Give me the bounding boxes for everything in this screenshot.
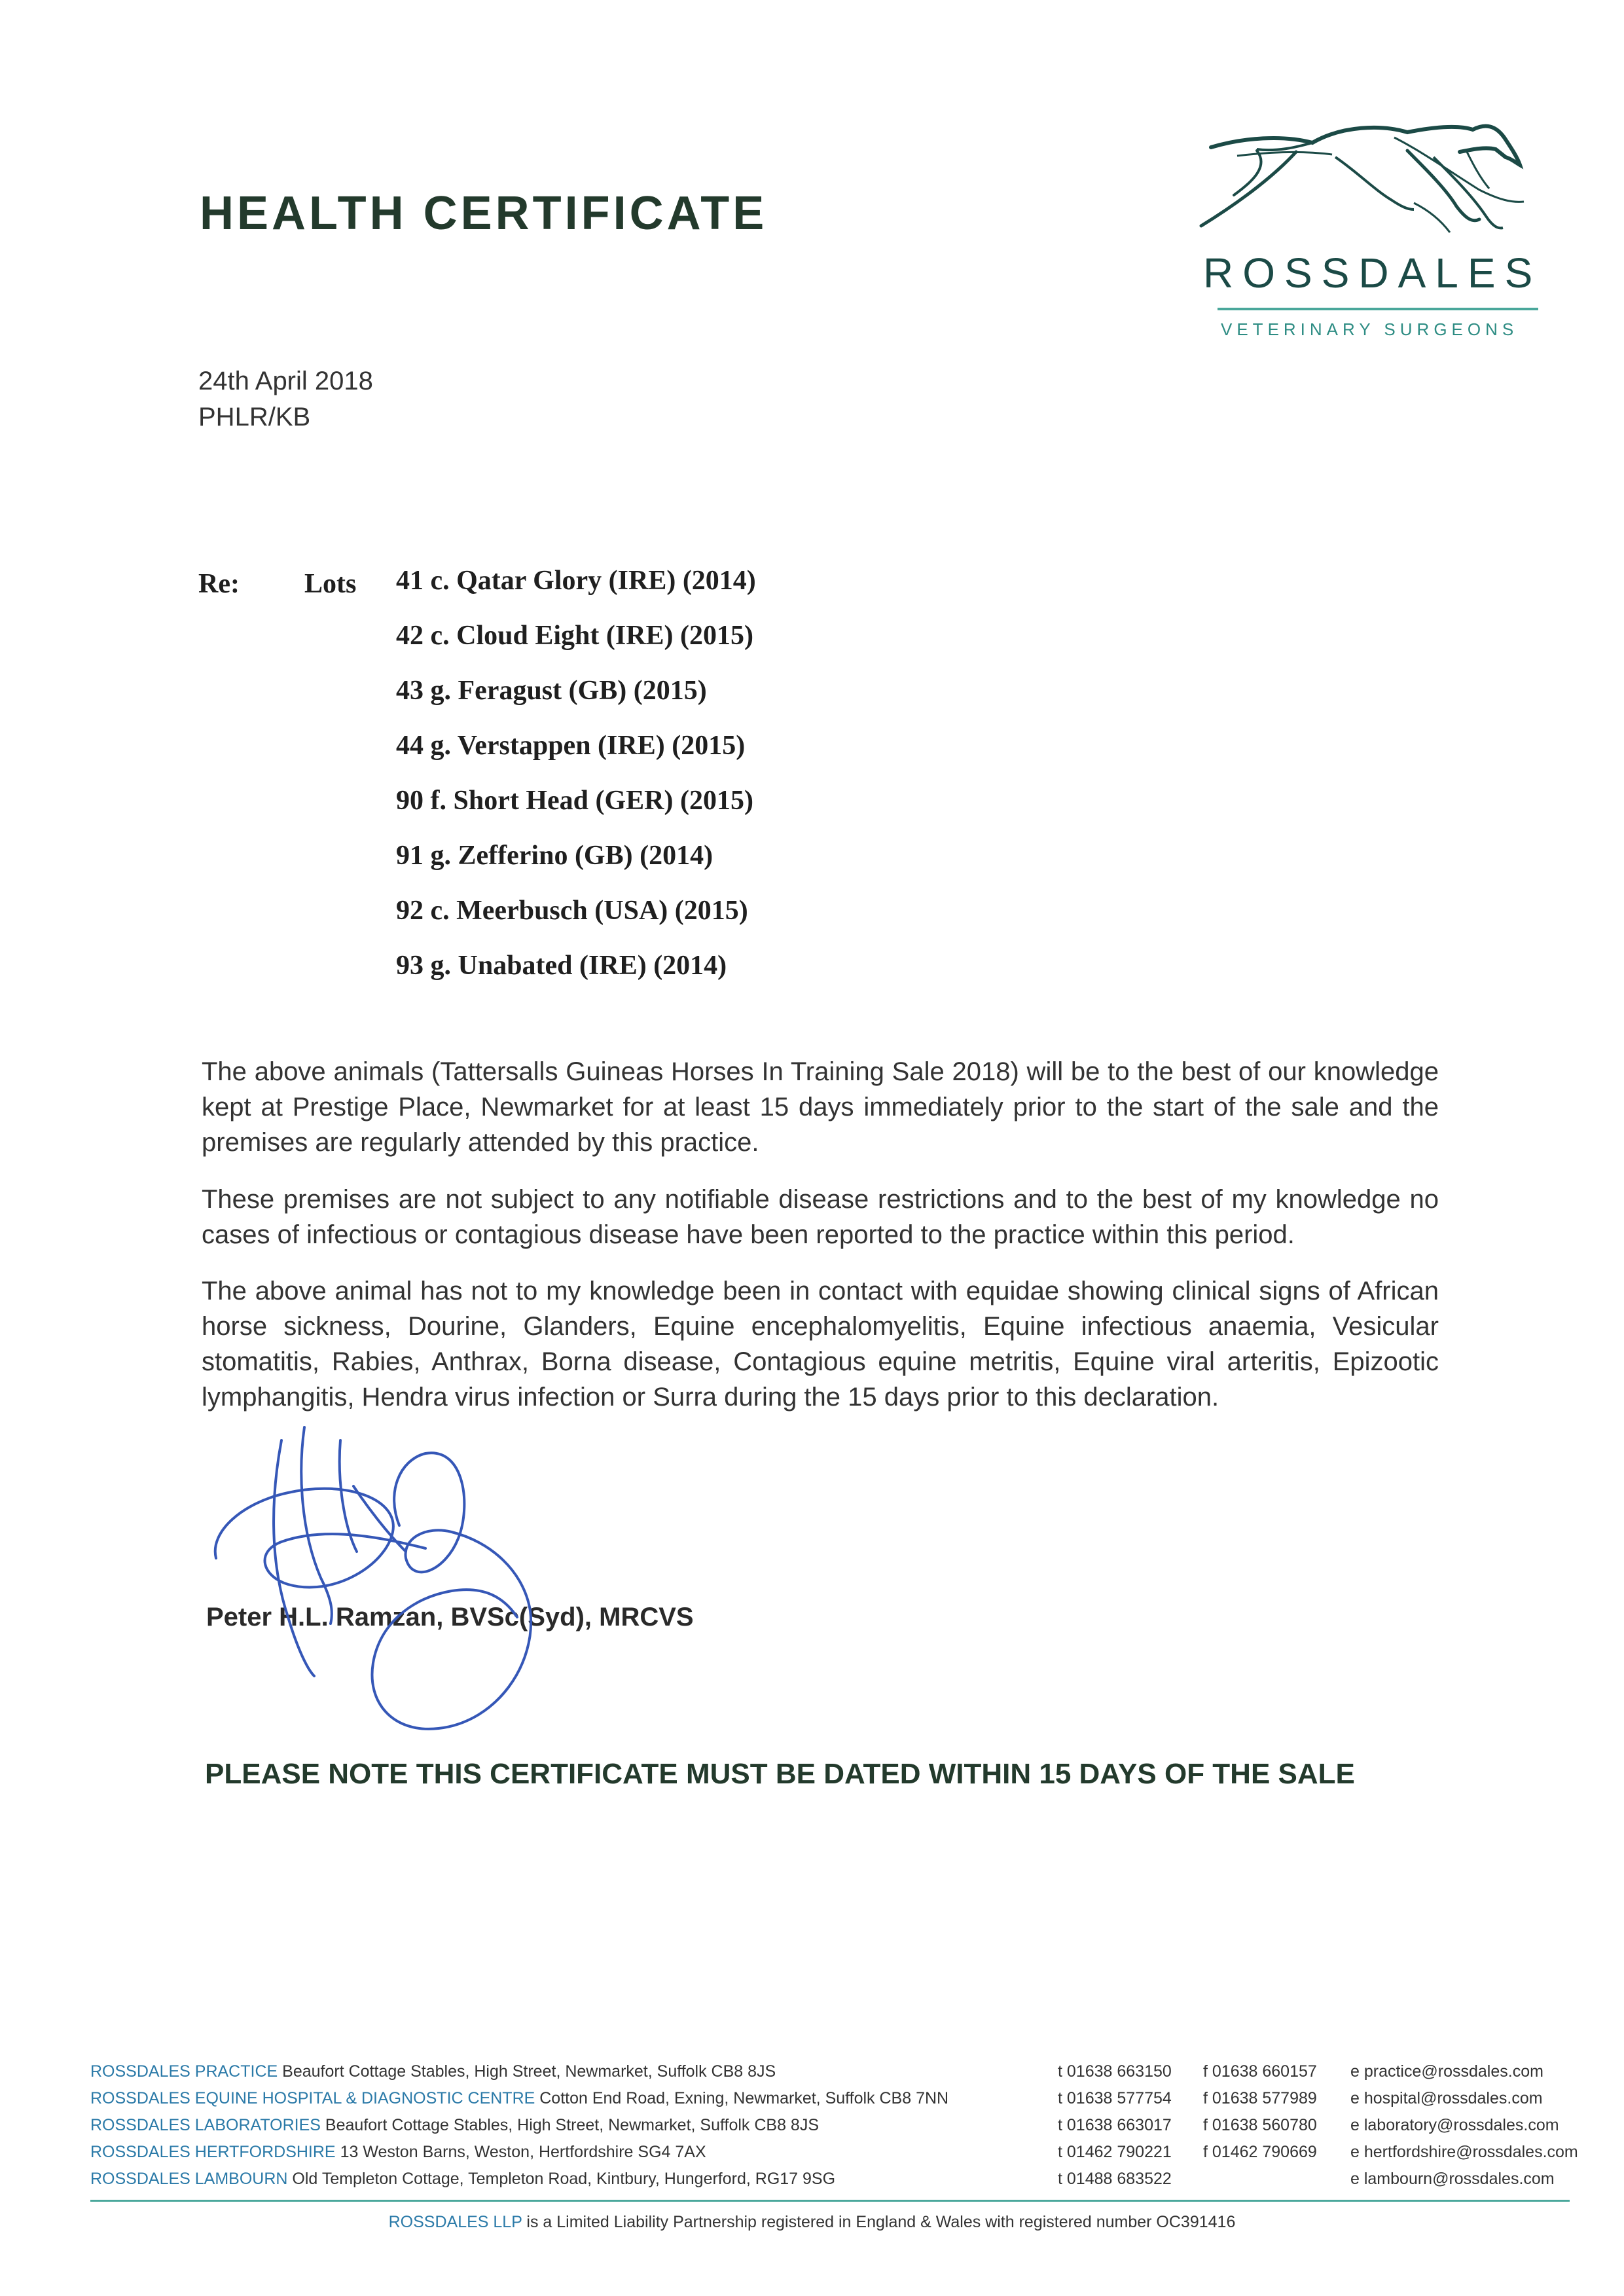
body-paragraph-premises: The above animals (Tattersalls Guineas Horses In Training Sale 2018) will be to the best of our knowledge kept at Prestige Place, Newmarket for at least 15 days immediately prior to the start of the sale and the premises are regularly attended by this practice. (202, 1057, 1439, 1157)
lot-item: 93 g. Unabated (IRE) (2014) (396, 951, 727, 981)
lot-item: 41 c. Qatar Glory (IRE) (2014) (396, 566, 756, 596)
letter-date: 24th April 2018 (198, 367, 373, 395)
centre-address: Old Templeton Cottage, Templeton Road, Kintbury, Hungerford, RG17 9SG (292, 2170, 836, 2188)
centre-phone: t 01638 577754 (1058, 2089, 1172, 2107)
dating-notice: PLEASE NOTE THIS CERTIFICATE MUST BE DATED WITHIN 15 DAYS OF THE SALE (205, 1758, 1355, 1790)
centre-name: ROSSDALES EQUINE HOSPITAL & DIAGNOSTIC CENTRE (90, 2089, 535, 2107)
handwritten-signature (190, 1401, 687, 1768)
centre-email[interactable]: e practice@rossdales.com (1350, 2062, 1543, 2081)
re-label: Re: (198, 569, 240, 599)
centre-address: Beaufort Cottage Stables, High Street, Newmarket, Suffolk CB8 8JS (325, 2116, 819, 2134)
legal-notice (0, 2213, 1624, 2232)
centre-name: ROSSDALES HERTFORDSHIRE (90, 2143, 336, 2161)
centre-fax: f 01462 790669 (1203, 2143, 1317, 2161)
centre-phone: t 01462 790221 (1058, 2143, 1172, 2161)
lot-item: 91 g. Zefferino (GB) (2014) (396, 841, 713, 871)
centre-address: Beaufort Cottage Stables, High Street, Newmarket, Suffolk CB8 8JS (282, 2062, 776, 2081)
lot-item: 44 g. Verstappen (IRE) (2015) (396, 731, 746, 761)
footer-row-hospital (90, 2089, 1570, 2116)
centre-name: ROSSDALES LABORATORIES (90, 2116, 321, 2134)
centre-fax: f 01638 560780 (1203, 2116, 1317, 2134)
legal-company-name: ROSSDALES LLP (388, 2213, 522, 2231)
centre-email[interactable]: e hospital@rossdales.com (1350, 2089, 1543, 2107)
centre-phone: t 01638 663150 (1058, 2062, 1172, 2081)
lot-item: 42 c. Cloud Eight (IRE) (2015) (396, 621, 754, 651)
body-paragraph-restrictions: These premises are not subject to any notifiable disease restrictions and to the best of my knowledge no cases of infectious or contagious disease have been reported to the practice within this period. (202, 1185, 1439, 1249)
page-title: HEALTH CERTIFICATE (200, 187, 768, 240)
centre-email[interactable]: e laboratory@rossdales.com (1350, 2116, 1559, 2134)
footer-row-lambourn (90, 2170, 1570, 2196)
lots-list (396, 563, 756, 1003)
lot-item: 43 g. Feragust (GB) (2015) (396, 676, 707, 706)
lots-label: Lots (304, 569, 357, 599)
logo-subtitle: VETERINARY SURGEONS (1221, 319, 1519, 339)
centre-phone: t 01638 663017 (1058, 2116, 1172, 2134)
centre-email[interactable]: e lambourn@rossdales.com (1350, 2170, 1555, 2188)
footer-row-practice (90, 2062, 1570, 2089)
lot-item: 92 c. Meerbusch (USA) (2015) (396, 896, 748, 926)
body-paragraph-diseases: The above animal has not to my knowledge been in contact with equidae showing clinical signs of African horse sickness, Dourine, Glanders, Equine encephalomyelitis, Equine infectious anaemia, Vesicular stomatitis, Rabies, Anthrax, Borna disease, Contagious equine metritis, Equine viral arteritis, Epizootic lymphangitis, Hendra virus infection or Surra during the 15 days prior to this declaration. (202, 1277, 1439, 1412)
footer-row-laboratories (90, 2116, 1570, 2143)
signatory-name: Peter H.L. Ramzan, BVSc(Syd), MRCVS (206, 1603, 694, 1631)
centre-address: Cotton End Road, Exning, Newmarket, Suffolk CB8 7NN (539, 2089, 949, 2107)
centre-name: ROSSDALES LAMBOURN (90, 2170, 288, 2188)
rossdales-logo (1198, 111, 1542, 340)
letter-reference: PHLR/KB (198, 403, 311, 431)
footer-contacts (90, 2062, 1578, 2196)
centre-name: ROSSDALES PRACTICE (90, 2062, 278, 2081)
logo-name: ROSSDALES (1203, 249, 1542, 297)
centre-fax: f 01638 577989 (1203, 2089, 1317, 2107)
lot-item: 90 f. Short Head (GER) (2015) (396, 786, 753, 816)
centre-fax: f 01638 660157 (1203, 2062, 1317, 2081)
footer-row-hertfordshire (90, 2143, 1578, 2170)
logo-divider (1218, 308, 1538, 310)
centre-email[interactable]: e hertfordshire@rossdales.com (1350, 2143, 1578, 2161)
legal-text: is a Limited Liability Partnership registered in England & Wales with registered number OC391416 (526, 2213, 1236, 2231)
horse-logo-icon (1198, 111, 1538, 249)
footer-divider (90, 2200, 1570, 2202)
centre-phone: t 01488 683522 (1058, 2170, 1172, 2188)
centre-address: 13 Weston Barns, Weston, Hertfordshire SG4 7AX (340, 2143, 706, 2161)
